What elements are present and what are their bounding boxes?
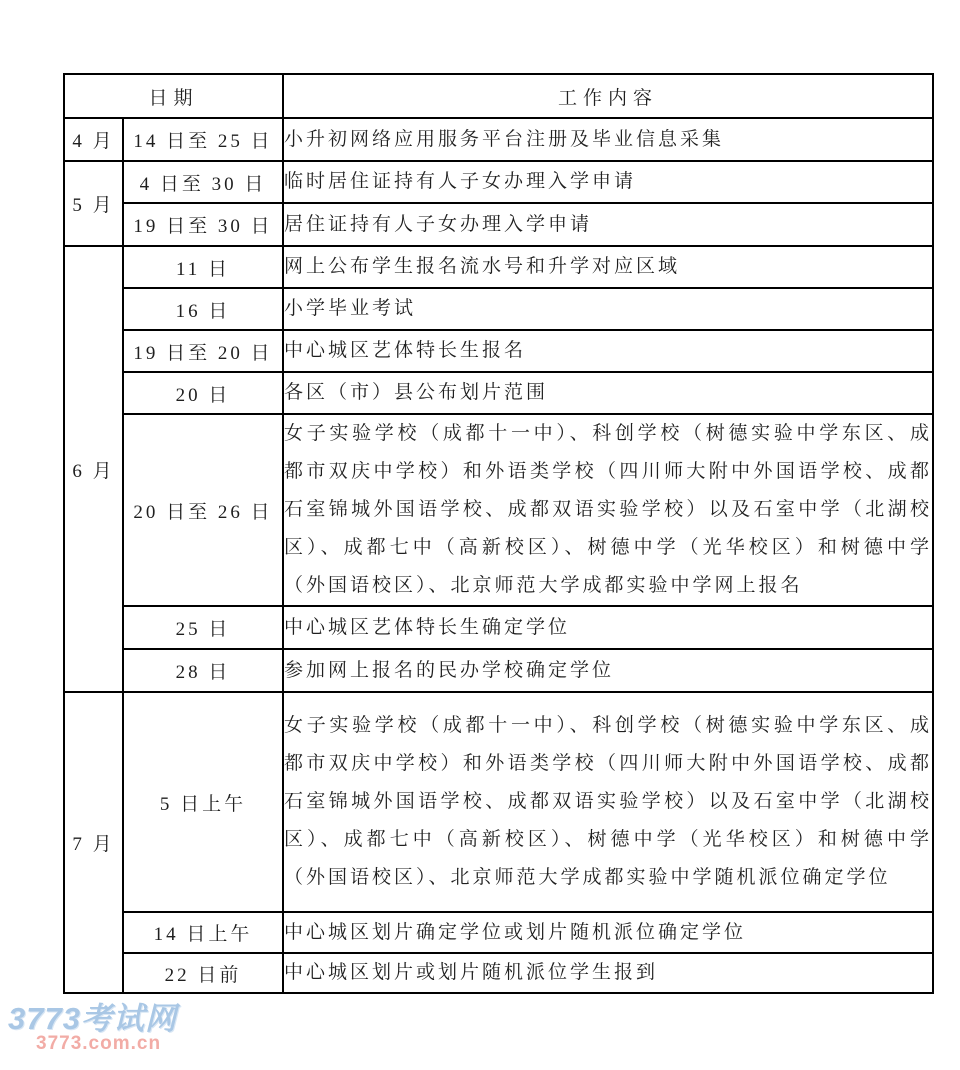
date-cell: 4 日至 30 日: [123, 161, 283, 203]
table-row: [64, 118, 933, 161]
watermark-logo: [8, 1002, 228, 1054]
table-row: [64, 606, 933, 649]
schedule-table: [63, 73, 934, 994]
table-row: [64, 161, 933, 203]
content-cell: 小学毕业考试: [283, 288, 933, 330]
table-row: [64, 288, 933, 330]
date-cell: 22 日前: [123, 953, 283, 993]
content-cell: 中心城区划片确定学位或划片随机派位确定学位: [283, 912, 933, 953]
month-cell-may: 5 月: [64, 161, 123, 246]
table-row: [64, 246, 933, 288]
table-row: [64, 649, 933, 692]
header-date: 日期: [64, 74, 283, 118]
header-content: 工作内容: [283, 74, 933, 118]
date-cell: 25 日: [123, 606, 283, 649]
content-cell: 女子实验学校（成都十一中）、科创学校（树德实验中学东区、成都市双庆中学校）和外语类学校（四川师大附中外国语学校、成都石室锦城外国语学校、成都双语实验学校）以及石室中学（北湖校区）、成都七中（高新校区）、树德中学（光华校区）和树德中学（外国语校区）、北京师范大学成都实验中学网上报名: [283, 414, 933, 606]
content-cell: 参加网上报名的民办学校确定学位: [283, 649, 933, 692]
month-cell-june: 6 月: [64, 246, 123, 692]
table-row: [64, 414, 933, 606]
content-cell: 女子实验学校（成都十一中）、科创学校（树德实验中学东区、成都市双庆中学校）和外语类学校（四川师大附中外国语学校、成都石室锦城外国语学校、成都双语实验学校）以及石室中学（北湖校区）、成都七中（高新校区）、树德中学（光华校区）和树德中学（外国语校区）、北京师范大学成都实验中学随机派位确定学位: [283, 692, 933, 912]
date-cell: 19 日至 20 日: [123, 330, 283, 372]
watermark-site-url: 3773.com.cn: [36, 1033, 162, 1054]
table-row: [64, 692, 933, 912]
date-cell: 28 日: [123, 649, 283, 692]
table-row: [64, 372, 933, 414]
content-cell: 网上公布学生报名流水号和升学对应区域: [283, 246, 933, 288]
date-cell: 11 日: [123, 246, 283, 288]
date-cell: 16 日: [123, 288, 283, 330]
date-cell: 14 日至 25 日: [123, 118, 283, 161]
month-cell-april: 4 月: [64, 118, 123, 161]
table-row: [64, 203, 933, 246]
content-cell: 居住证持有人子女办理入学申请: [283, 203, 933, 246]
table-row: [64, 953, 933, 993]
date-cell: 20 日至 26 日: [123, 414, 283, 606]
month-cell-july: 7 月: [64, 692, 123, 993]
date-cell: 5 日上午: [123, 692, 283, 912]
table-row: [64, 330, 933, 372]
date-cell: 20 日: [123, 372, 283, 414]
watermark-site-name: 3773考试网: [8, 1001, 177, 1036]
table-header-row: [64, 74, 933, 118]
content-cell: 小升初网络应用服务平台注册及毕业信息采集: [283, 118, 933, 161]
content-cell: 中心城区艺体特长生确定学位: [283, 606, 933, 649]
content-cell: 临时居住证持有人子女办理入学申请: [283, 161, 933, 203]
date-cell: 14 日上午: [123, 912, 283, 953]
content-cell: 中心城区划片或划片随机派位学生报到: [283, 953, 933, 993]
content-cell: 中心城区艺体特长生报名: [283, 330, 933, 372]
content-cell: 各区（市）县公布划片范围: [283, 372, 933, 414]
table-row: [64, 912, 933, 953]
date-cell: 19 日至 30 日: [123, 203, 283, 246]
